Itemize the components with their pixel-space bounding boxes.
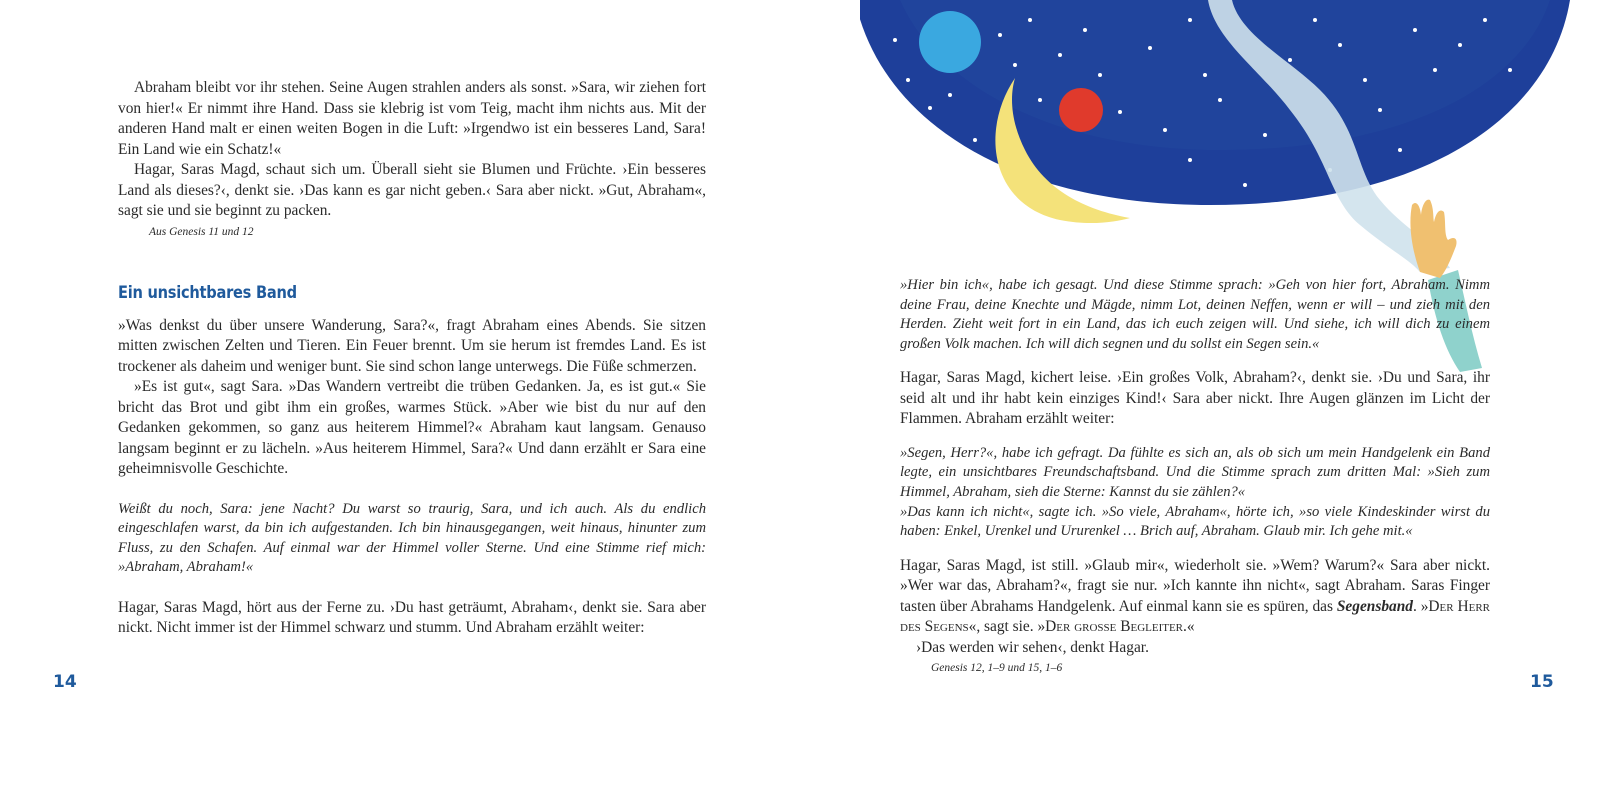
paragraph-text: . » bbox=[1412, 597, 1429, 615]
paragraph-text: «, sagt sie. » bbox=[968, 618, 1046, 636]
paragraph-text: .« bbox=[1183, 618, 1195, 636]
paragraph: Hagar, Saras Magd, kichert leise. ›Ein großes Volk, Abraham?‹, denkt sie. ›Du und Sara, ihr seid alt und ihr habt kein einziges Kind!‹ Sara aber nickt. Ihre Augen glänzen im Licht der Flammen. Abraham erzählt weiter: bbox=[900, 369, 1490, 428]
paragraph: Hagar, Saras Magd, hört aus der Ferne zu. ›Du hast geträumt, Abraham‹, denkt sie. Sara aber nickt. Nicht immer ist der Himmel schwarz und stumm. Und Abraham erzählt weiter: bbox=[118, 598, 706, 637]
small-caps-phrase: Der Herr des Segens bbox=[900, 597, 1490, 636]
source-citation: Aus Genesis 11 und 12 bbox=[149, 225, 254, 238]
paragraph: Hagar, Saras Magd, schaut sich um. Überall sieht sie Blumen und Früchte. ›Ein besseres Land als dieses?‹, denkt sie. ›Das kann es gar nicht geben.‹ Sara aber nickt. »Gut, Abraham«, sagt sie und sie beginnt zu packen. bbox=[118, 161, 706, 219]
paragraph: ›Das werden wir sehen‹, denkt Hagar. bbox=[916, 638, 1149, 656]
paragraph bbox=[900, 556, 1490, 638]
italic-quote: »Das kann ich nicht«, sagte ich. »So viele, Abraham«, hörte ich, »so viele Kindeskinder wirst du haben: Enkel, Urenkel und Ururenkel … Brich auf, Abraham. Glaub mir. Ich gehe mit.« bbox=[900, 503, 1490, 540]
page-number: 15 bbox=[1530, 672, 1554, 692]
paragraph-text: Hagar, Saras Magd, ist still. »Glaub mir«, wiederholt sie. »Wem? Warum?« Sara aber nickt. »Wer war das, Abraham?«, fragt sie nur. »Ich kannte ihn nicht«, sagt Abraham. Saras Finger tasten über Abrahams Handgelenk. Auf einmal kann sie es spüren, das bbox=[900, 556, 1490, 615]
source-citation: Genesis 12, 1–9 und 15, 1–6 bbox=[931, 662, 1063, 675]
paragraph: Abraham bleibt vor ihr stehen. Seine Augen strahlen anders als sonst. »Sara, wir ziehen fort von hier!« Er nimmt ihre Hand. Dass sie klebrig ist vom Teig, macht ihm nichts aus. Mit der anderen Hand malt er einen weiten Bogen in die Luft: »Irgendwo ist ein besseres Land, Sara! Ein Land wie ein Schatz!« bbox=[118, 79, 706, 158]
left-text-column bbox=[118, 78, 706, 639]
small-caps-phrase: Der grosse Begleiter bbox=[1045, 618, 1184, 636]
page-number: 14 bbox=[53, 672, 77, 692]
italic-quote: »Segen, Herr?«, habe ich gefragt. Da fühlte es sich an, als ob sich um mein Handgelenk ein Band legte, ein unsichtbares Freundschaftsband. Und die Stimme sprach zum dritten Mal: »Sieh zum Himmel, Abraham, sieh die Sterne: Kannst du sie zählen?« bbox=[900, 444, 1490, 501]
segensband-word: Segensband bbox=[1336, 597, 1413, 615]
italic-quote: »Hier bin ich«, habe ich gesagt. Und diese Stimme sprach: »Geh von hier fort, Abraham. Nimm deine Frau, deine Knechte und Mägde, nimm Lot, deinen Neffen, wenn er will – und zieh mit den Herden. Zieht weit fort in ein Land, das ich euch zeigen will. Und siehe, ich will dich zu einem großen Volk machen. Ich will dich segnen und du sollst ein Segen sein.« bbox=[900, 277, 1490, 352]
paragraph: »Es ist gut«, sagt Sara. »Das Wandern vertreibt die trüben Gedanken. Ja, es ist gut.« Sie bricht das Brot und gibt ihm ein großes, warmes Stück. »Aber wie bist du nur auf den Gedanken gekommen, so ganz aus heiterem Himmel?« Abraham kaut langsam. Genauso langsam beginnt er zu lächeln. »Aus heiterem Himmel, Sara?« Und dann erzählt er Sara eine geheimnisvolle Geschichte. bbox=[118, 378, 706, 477]
right-text-column bbox=[900, 276, 1490, 676]
italic-quote: Weißt du noch, Sara: jene Nacht? Du warst so traurig, Sara, und ich auch. Als du endlich eingeschlafen warst, da bin ich aufgestanden. Ich bin hinausgegangen, weit hinaus, hinunter zum Fluss, zu den Schafen. Auf einmal war der Himmel voller Sterne. Und eine Stimme rief mich: »Abraham, Abraham!« bbox=[118, 500, 706, 576]
paragraph: »Was denkst du über unsere Wanderung, Sara?«, fragt Abraham eines Abends. Sie sitzen mitten zwischen Zelten und Tieren. Ein Feuer brennt. Um sie herum ist fremdes Land. Es ist trockener als daheim und weniger bunt. Sie sind schon lange unterwegs. Die Füße schmerzen. bbox=[118, 316, 706, 375]
section-heading: Ein unsichtbares Band bbox=[118, 282, 297, 303]
